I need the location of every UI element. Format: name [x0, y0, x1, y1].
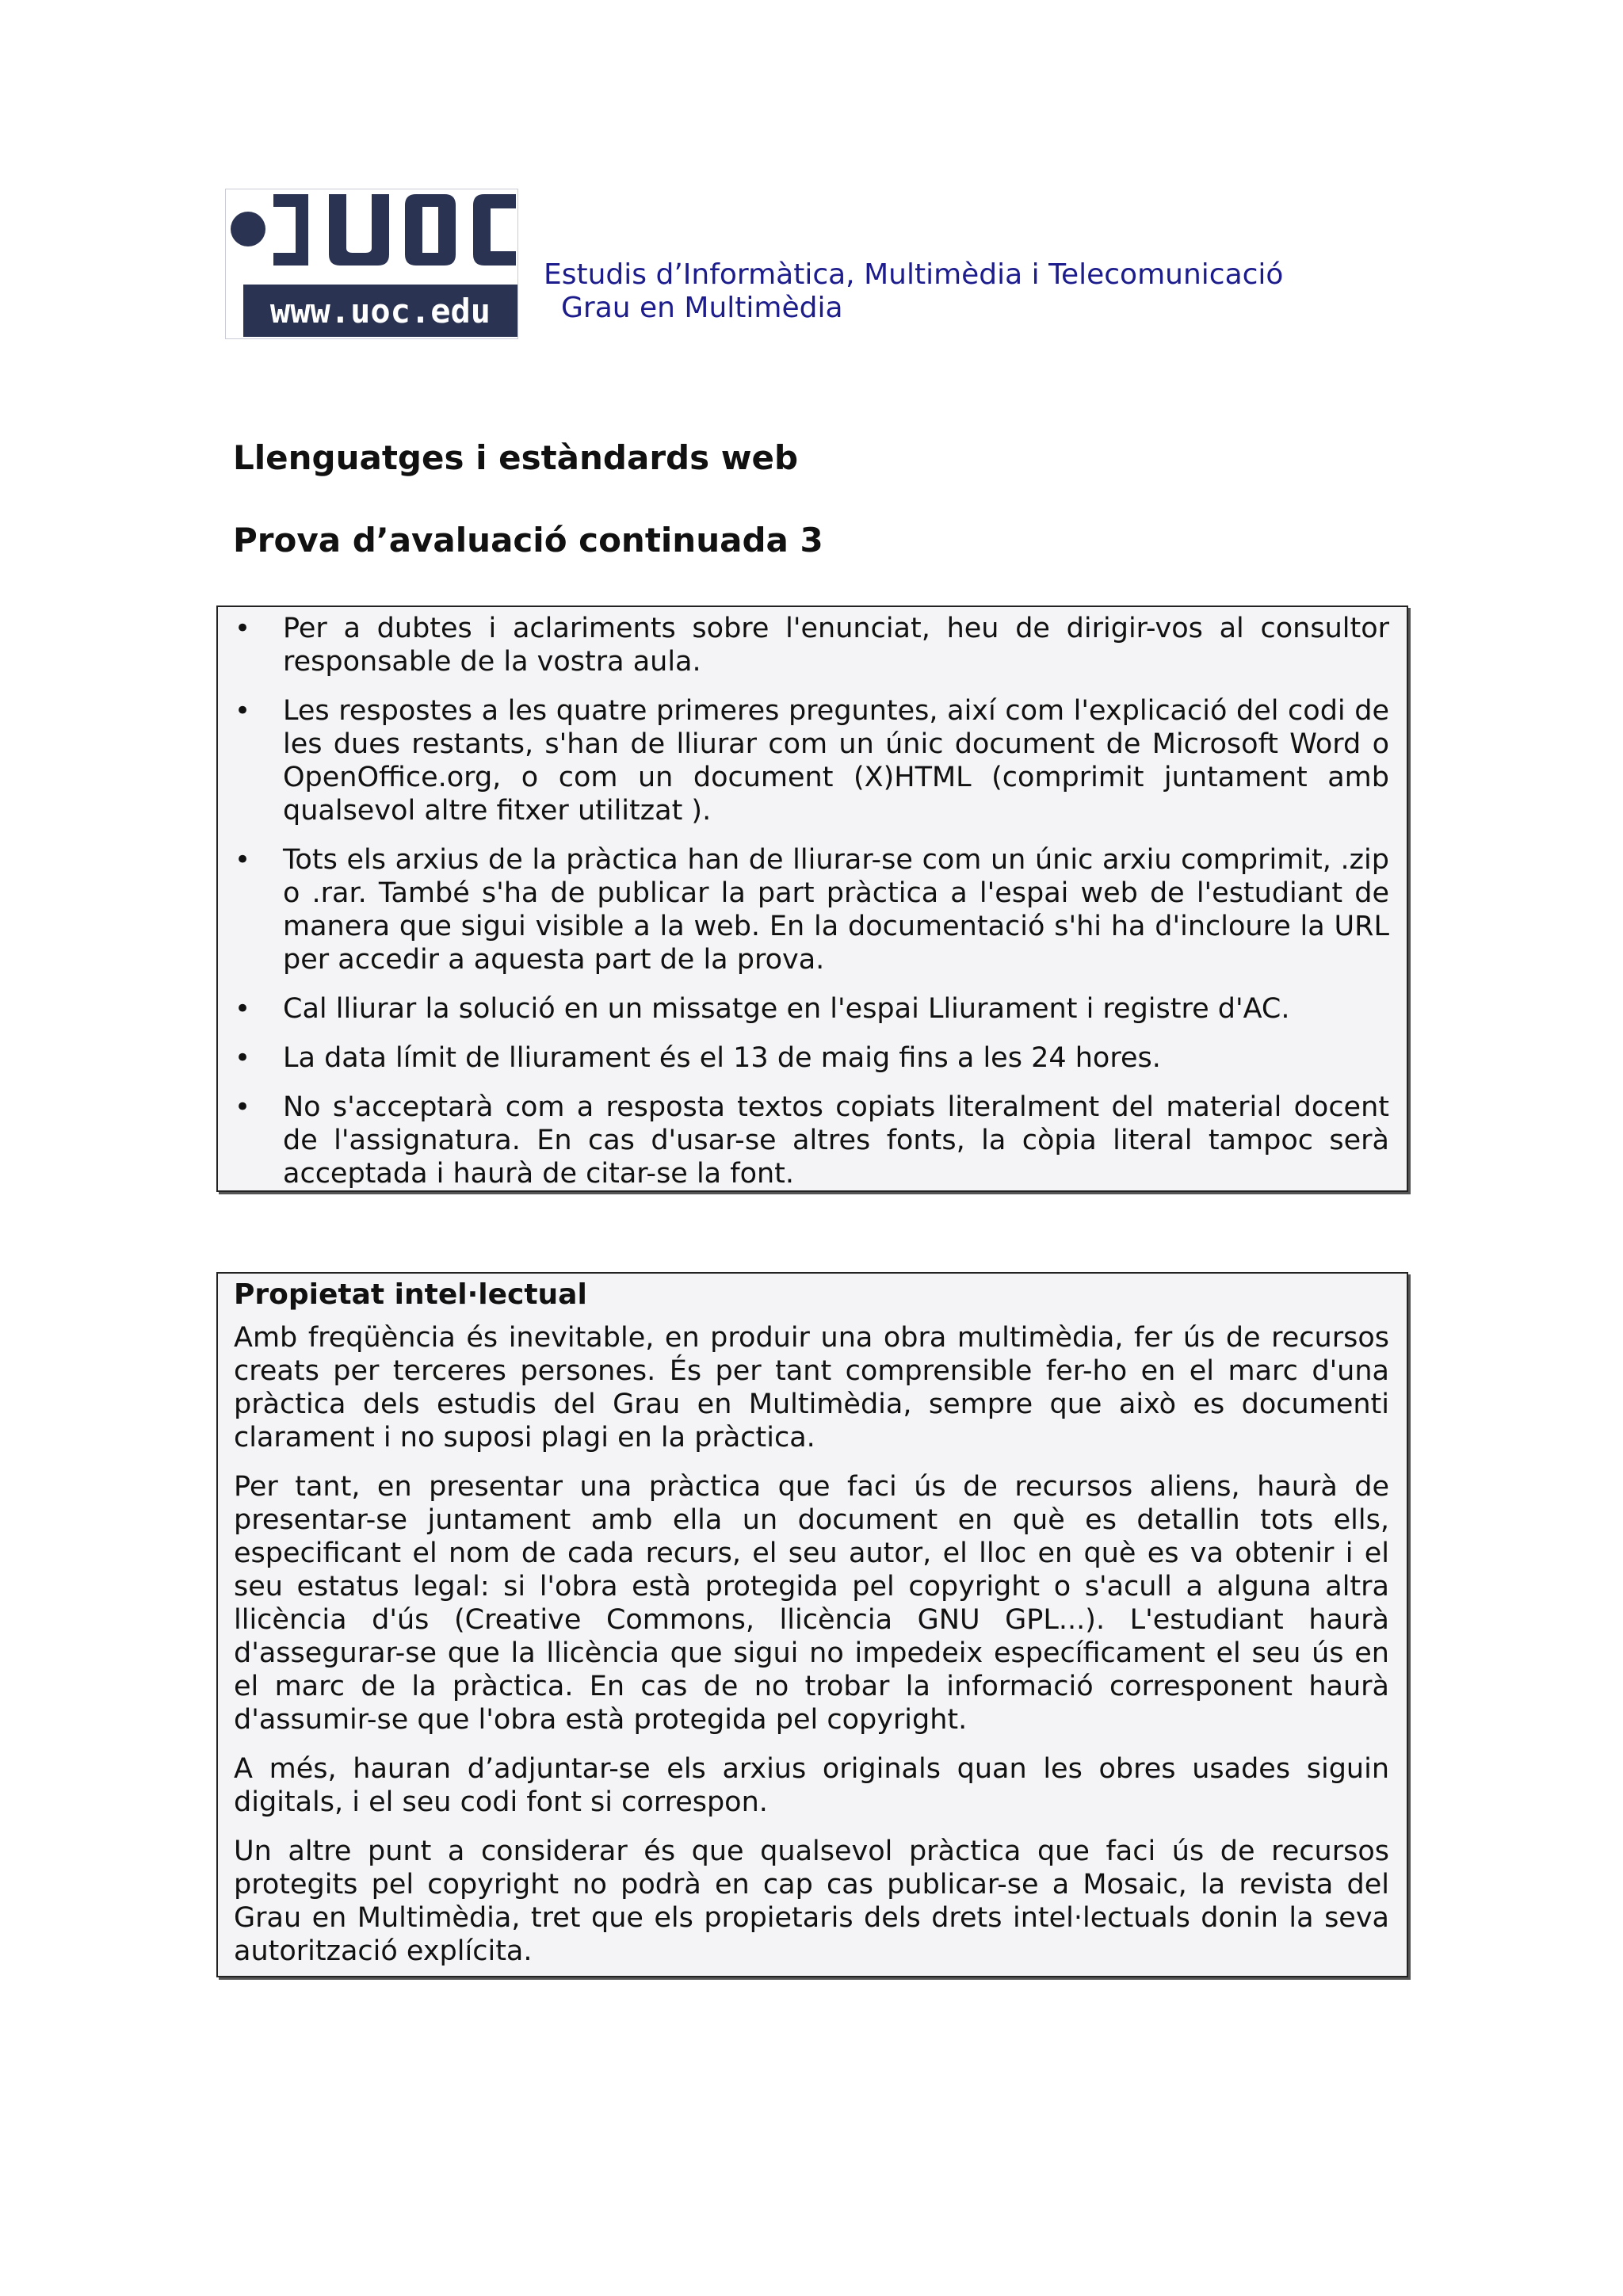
list-item: • No s'acceptarà com a resposta textos copiats literalment del material docent de l'assignatura. En cas d'usar-se altres fonts, la còpia literal tampoc serà acceptada i haurà de citar-se la font.	[235, 1091, 1389, 1190]
uoc-logo-graphic	[226, 189, 517, 338]
uoc-logo	[225, 189, 518, 339]
bullet-icon: •	[235, 1091, 251, 1123]
list-item: • Tots els arxius de la pràctica han de lliurar-se com un únic arxiu comprimit, .zip o .rar. També s'ha de publicar la part pràctica a l'espai web de l'estudiant de manera que sigui visible a la web. En la documentació s'hi ha d'incloure la URL per accedir a aquesta part de la prova.	[235, 844, 1389, 976]
ip-paragraph: Amb freqüència és inevitable, en produir una obra multimèdia, fer ús de recursos creats per terceres persones. És per tant comprensible fer-ho en el marc d'una pràctica dels estudis del Grau en Multimèdia, sempre que això es documenti clarament i no suposi plagi en la pràctica.	[234, 1322, 1389, 1454]
instructions-box	[216, 606, 1408, 1192]
ip-paragraph: Per tant, en presentar una pràctica que faci ús de recursos aliens, haurà de presentar-se juntament amb ella un document en què es detallin tots ells, especificant el nom de cada recurs, el seu autor, el lloc en què es va obtenir i el seu estatus legal: si l'obra està protegida pel copyright o s'acull a alguna altra llicència d'ús (Creative Commons, llicència GNU GPL...). L'estudiant haurà d'assegurar-se que la llicència que sigui no impedeix específicament el seu ús en el marc de la pràctica. En cas de no trobar la informació corresponent haurà d'assumir-se que l'obra està protegida pel copyright.	[234, 1471, 1389, 1736]
bullet-icon: •	[235, 993, 251, 1025]
list-item: • Cal lliurar la solució en un missatge en l'espai Lliurament i registre d'AC.	[235, 993, 1290, 1025]
ip-heading: Propietat intel·lectual	[234, 1278, 587, 1311]
assignment-title: Prova d’avaluació continuada 3	[233, 521, 823, 560]
school-name	[544, 258, 1283, 325]
school-line-2: Grau en Multimèdia	[561, 292, 843, 324]
bullet-icon: •	[235, 695, 251, 727]
bullet-icon: •	[235, 1042, 251, 1074]
intellectual-property-box	[216, 1272, 1408, 1977]
ip-paragraph: Un altre punt a considerar és que qualsevol pràctica que faci ús de recursos protegits pel copyright no podrà en cap cas publicar-se a Mosaic, la revista del Grau en Multimèdia, tret que els propietaris dels drets intel·lectuals donin la seva autorització explícita.	[234, 1836, 1389, 1967]
list-item: • Les respostes a les quatre primeres preguntes, així com l'explicació del codi de les dues restants, s'han de lliurar com un únic document de Microsoft Word o OpenOffice.org, o com un document (X)HTML (comprimit juntament amb qualsevol altre fitxer utilitzat ).	[235, 695, 1389, 827]
list-item: • La data límit de lliurament és el 13 de maig fins a les 24 hores.	[235, 1042, 1161, 1074]
school-line-1: Estudis d’Informàtica, Multimèdia i Telecomunicació	[544, 258, 1284, 291]
course-title: Llenguatges i estàndards web	[233, 438, 799, 477]
list-item: • Per a dubtes i aclariments sobre l'enunciat, heu de dirigir-vos al consultor responsable de la vostra aula.	[235, 613, 1389, 678]
bullet-icon: •	[235, 613, 251, 644]
instructions-list	[218, 607, 1407, 1190]
ip-paragraph: A més, hauran d’adjuntar-se els arxius originals quan les obres usades siguin digitals, i el seu codi font si correspon.	[234, 1753, 1389, 1818]
logo-url-text: www.uoc.edu	[269, 292, 491, 330]
bullet-icon: •	[235, 844, 251, 876]
